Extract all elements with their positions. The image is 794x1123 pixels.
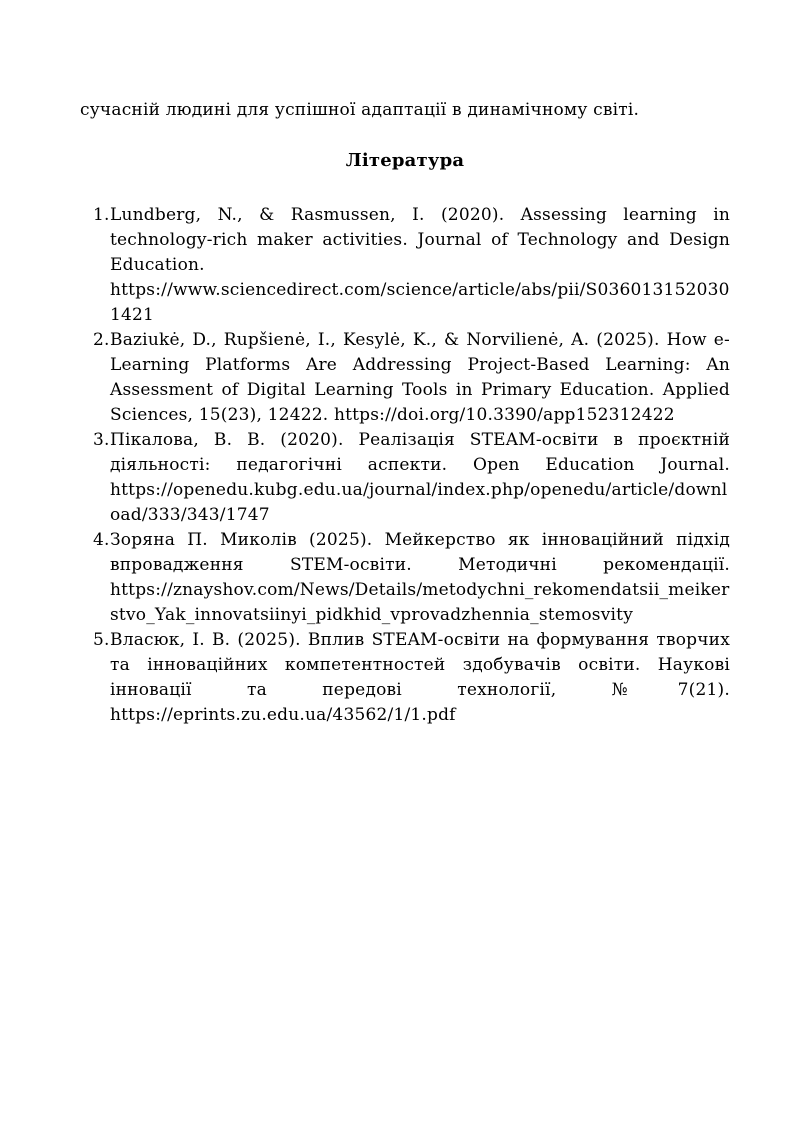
- reference-text: Зоряна П. Миколів (2025). Мейкерство як інноваційний підхід впровадження STEM-освіти. Методичні рекомендації. https://znayshov.com/News/Details/metodychni_rekomendatsii_meikerstvo_Yak_innovatsiinyi_pidkhid_vprovadzhennia_stemosvity: [110, 530, 730, 625]
- page-content: [80, 98, 730, 728]
- reference-text: Lundberg, N., & Rasmussen, I. (2020). Assessing learning in technology-rich maker activities. Journal of Technology and Design Education. https://www.sciencedirect.com/science/article/abs/pii/S0360131520301421: [110, 205, 730, 325]
- reference-text: Власюк, І. В. (2025). Вплив STEAM-освіти на формування творчих та інноваційних компетентностей здобувачів освіти. Наукові інновації та передові технології, №7(21). https://eprints.zu.edu.ua/43562/1/1.pdf: [110, 630, 730, 725]
- reference-list: [80, 203, 730, 728]
- reference-item: [80, 428, 730, 528]
- reference-item: [80, 528, 730, 628]
- reference-item: [80, 328, 730, 428]
- reference-number: 4.: [93, 530, 110, 550]
- reference-number: 1.: [93, 205, 110, 225]
- body-paragraph: сучасній людині для успішної адаптації в динамічному світі.: [80, 100, 640, 120]
- section-heading-literature: Література: [345, 150, 465, 171]
- reference-text: Baziukė, D., Rupšienė, I., Kesylė, K., & Norvilienė, A. (2025). How e-Learning Platforms Are Addressing Project-Based Learning: An Assessment of Digital Learning Tools in Primary Education. Applied Sciences, 15(23), 12422. https://doi.org/10.3390/app152312422: [110, 330, 730, 425]
- reference-number: 3.: [93, 430, 110, 450]
- reference-item: [80, 203, 730, 328]
- reference-number: 2.: [93, 330, 110, 350]
- reference-item: [80, 628, 730, 728]
- reference-text: Пікалова, В. В. (2020). Реалізація STEAM-освіти в проєктній діяльності: педагогічні аспекти. Open Education Journal. https://openedu.kubg.edu.ua/journal/index.php/openedu/article/download/333/343/1747: [110, 430, 730, 525]
- reference-number: 5.: [93, 630, 110, 650]
